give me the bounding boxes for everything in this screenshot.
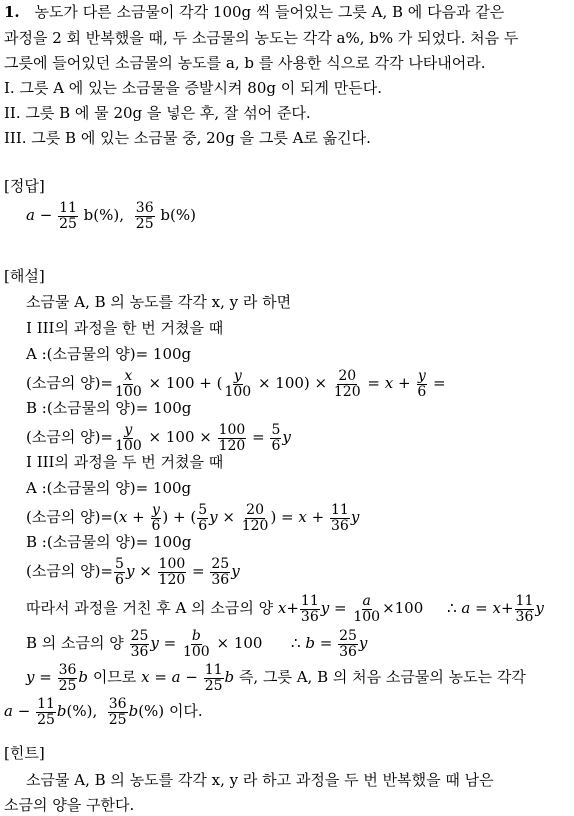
answer-fraction-2-num: 36 (135, 199, 154, 216)
answer-fraction-2 (135, 201, 155, 232)
answer-a-suffix: b(%), (83, 206, 124, 224)
conclusion-b: B 의 소금의 양 $\frac{25}{36}$ y = $\frac{b}{100}$ × 100 ∴ b = $\frac{25}{36}$ y (26, 627, 368, 660)
hint-line-1: 소금물 A, B 의 농도를 각각 x, y 라 하고 과정을 두 번 반복했을 때 남은 (26, 771, 494, 789)
problem-text-3: 그릇에 들어있던 소금물의 농도를 a, b 를 사용한 식으로 각각 나타내어라. (4, 54, 486, 72)
final-line-1-tail: 즉, 그릇 A, B 의 처음 소금물의 농도는 각각 (238, 668, 526, 686)
conclusion-b-text: B 의 소금의 양 (26, 634, 124, 652)
r1-a-salt: (소금의 양)= $\frac{x}{100}$ × 100 + ( $\frac{y}{100}$ × 100) × $\frac{20}{120}$ = x + $\frac{y}{6}$ = (26, 367, 446, 400)
conclusion-a-text: 따라서 과정을 거친 후 A 의 소금의 양 (26, 599, 274, 617)
r1-b-salt-label: (소금의 양)= (26, 428, 114, 446)
problem-step-3: III. 그릇 B 에 있는 소금물 중, 20g 을 그릇 A로 옮긴다. (4, 129, 371, 147)
answer-expression (26, 196, 196, 234)
r1-b-salt: (소금의 양)= $\frac{y}{100}$ × 100 × $\frac{100}{120}$ = $\frac{5}{6}$ y (26, 421, 291, 454)
final-line-1: y = $\frac{36}{25}$ b 이므로 x = a − $\frac{11}{25}$ b 즉, 그릇 A, B 의 처음 소금물의 농도는 각각 (26, 661, 526, 694)
problem-number: 1. (4, 3, 20, 21)
final-line-2: a − $\frac{11}{25}$ b(%), $\frac{36}{25}$ b(%) 이다. (4, 695, 203, 728)
problem-line-1 (4, 2, 504, 22)
solution-round-1: I III의 과정을 한 번 거쳤을 때 (26, 319, 224, 337)
hint-line-2: 소금의 양을 구한다. (4, 796, 135, 814)
problem-step-2: II. 그릇 B 에 물 20g 을 넣은 후, 잘 섞어 준다. (4, 104, 311, 122)
hint-heading: [힌트] (4, 744, 45, 762)
r2-b-salt-label: (소금의 양)= (26, 562, 114, 580)
r2-a-salt-label: (소금의 양)= (26, 508, 114, 526)
solution-intro: 소금물 A, B 의 농도를 각각 x, y 라 하면 (26, 293, 292, 311)
r2-a-water: A :(소금물의 양)= 100g (26, 479, 192, 497)
r2-b-salt: (소금의 양)= $\frac{5}{6}$ y × $\frac{100}{120}$ = $\frac{25}{36}$ y (26, 555, 240, 588)
conclusion-a: 따라서 과정을 거친 후 A 의 소금의 양 x+ $\frac{11}{36}$ y = $\frac{a}{100}$ ×100 ∴ a = x+ $\frac{11}{36}$ y (26, 592, 544, 625)
answer-fraction-1-num: 11 (59, 199, 77, 216)
r1-b-water: B :(소금물의 양)= 100g (26, 399, 192, 417)
answer-b-suffix: b(%) (160, 206, 196, 224)
answer-a-prefix: a − (26, 206, 53, 224)
answer-fraction-1-den: 25 (59, 215, 77, 232)
problem-text-2: 과정을 2 회 반복했을 때, 두 소금물의 농도는 각각 a%, b% 가 되었다. 처음 두 (4, 29, 519, 47)
answer-fraction-2-den: 25 (135, 215, 154, 232)
r2-a-salt: (소금의 양)=(x + $\frac{y}{6}$ ) + ( $\frac{5}{6}$ y × $\frac{20}{120}$ ) = x + $\frac{11}{36}$ y (26, 501, 360, 534)
solution-round-2: I III의 과정을 두 번 거쳤을 때 (26, 453, 224, 471)
solution-heading: [해설] (4, 267, 45, 285)
answer-fraction-1 (58, 201, 78, 232)
problem-step-1: I. 그릇 A 에 있는 소금물을 증발시켜 80g 이 되게 만든다. (4, 79, 382, 97)
problem-text-1: 농도가 다른 소금물이 각각 100g 씩 들어있는 그릇 A, B 에 다음과 같은 (34, 3, 505, 21)
r2-b-water: B :(소금물의 양)= 100g (26, 533, 192, 551)
r1-a-water: A :(소금물의 양)= 100g (26, 345, 192, 363)
final-line-1-mid: 이므로 (92, 668, 137, 686)
r1-a-salt-label: (소금의 양)= (26, 374, 114, 392)
final-line-2-tail: 이다. (168, 702, 203, 720)
answer-heading: [정답] (4, 177, 45, 195)
